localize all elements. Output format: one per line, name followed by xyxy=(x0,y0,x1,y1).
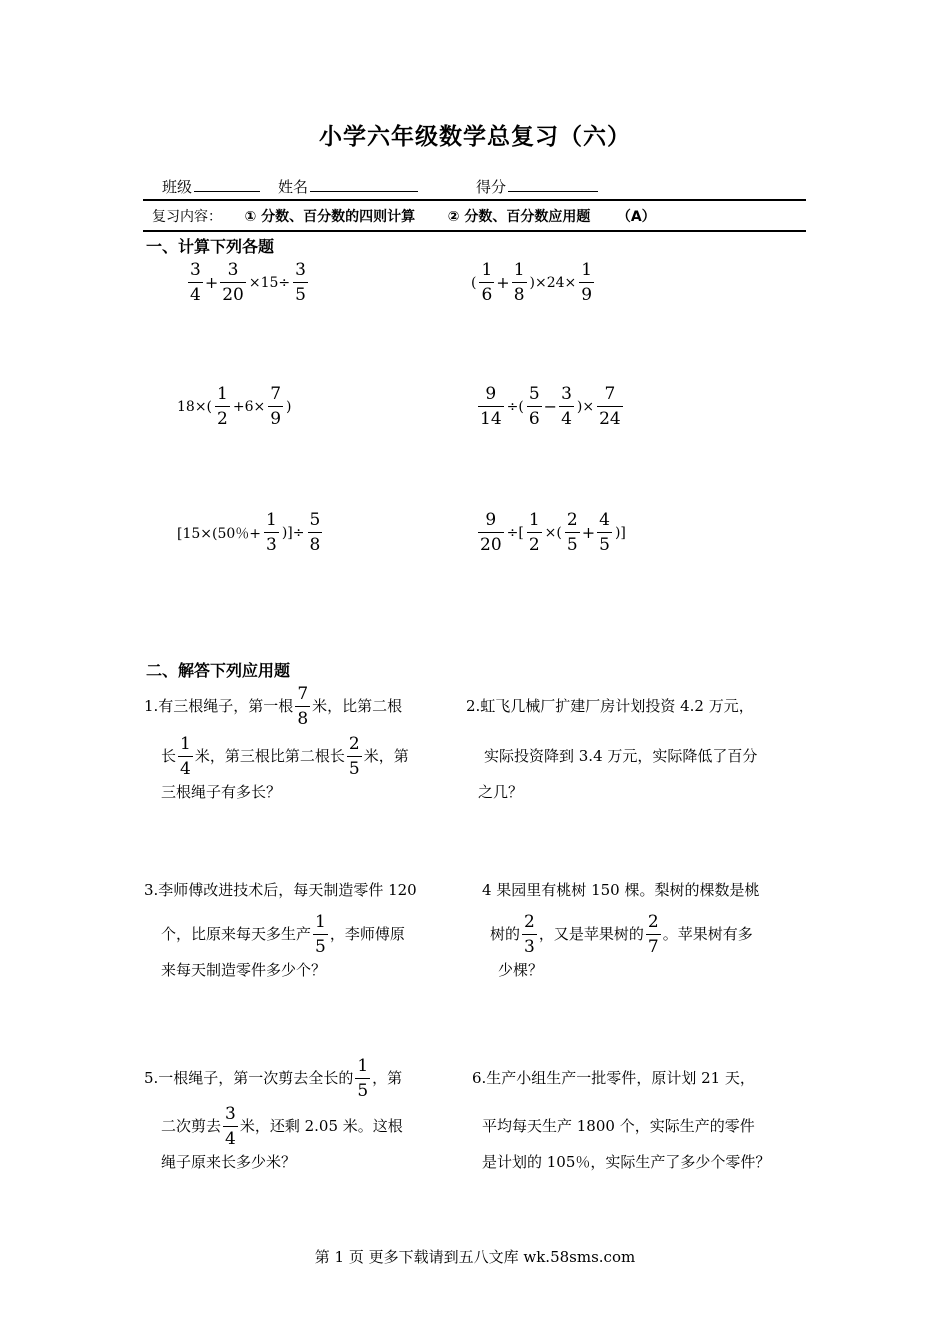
header-rule-bottom xyxy=(143,230,806,232)
review-tag: （A） xyxy=(616,209,656,225)
fraction: $\frac{1}{2}$ xyxy=(528,510,540,555)
review-content xyxy=(152,206,656,226)
operator: )× xyxy=(576,398,595,415)
class-label: 班级 xyxy=(162,178,193,196)
name-label: 姓名 xyxy=(278,178,309,196)
class-field xyxy=(162,176,260,197)
word-problem-1: 1.有三根绳子，第一根 $\frac{7}{8}$ 米，比第二根 长 $\frac{1}{4}$ 米，第三根比第二根长 $\frac{2}{5}$ 米，第 三根绳子有多长？ xyxy=(144,683,409,801)
fraction: $\frac{3}{4}$ xyxy=(190,260,201,305)
operator: ×15÷ xyxy=(248,274,291,291)
calc-problem-2 xyxy=(470,258,596,307)
operator: )] xyxy=(614,524,626,541)
fraction: $\frac{7}{9}$ xyxy=(270,384,282,429)
name-blank[interactable] xyxy=(310,177,418,192)
fraction: $\frac{5}{6}$ xyxy=(528,384,540,429)
word-problem-2: 2.虹飞几械厂扩建厂房计划投资 4.2 万元， 实际投资降到 3.4 万元，实际降低了百分 之几？ xyxy=(466,697,758,801)
calc-problem-3 xyxy=(176,382,293,431)
word-problem-6: 6.生产小组生产一批零件，原计划 21 天， 平均每天生产 1800 个，实际生产的零件 是计划的 105％，实际生产了多少个零件？ xyxy=(472,1069,771,1171)
operator: + xyxy=(204,273,219,292)
page-title: 小学六年级数学总复习（六） xyxy=(319,124,631,150)
operator: − xyxy=(543,397,558,416)
calc-problem-6 xyxy=(476,508,627,557)
fraction: $\frac{5}{8}$ xyxy=(309,510,321,555)
operator: ) xyxy=(286,398,292,415)
fraction: $\frac{3}{4}$ xyxy=(561,384,572,429)
review-item-2: ② 分数、百分数应用题 xyxy=(447,209,591,225)
word-problem-3: 3.李师傅改进技术后，每天制造零件 120 个，比原来每天多生产 $\frac{1}{5}$ ，李师傅原 来每天制造零件多少个？ xyxy=(144,881,417,979)
page-footer: 第 1 页 更多下载请到五八文库 wk.58sms.com xyxy=(314,1248,636,1266)
fraction: $\frac{3}{5}$ xyxy=(295,260,306,305)
fraction: $\frac{1}{3}$ xyxy=(266,510,277,555)
fraction: $\frac{1}{2}$ xyxy=(217,384,228,429)
review-item-1: ① 分数、百分数的四则计算 xyxy=(244,209,416,225)
score-blank[interactable] xyxy=(508,177,598,192)
word-problem-4: 4 果园里有桃树 150 棵。梨树的棵数是桃 树的 $\frac{2}{3}$ ，又是苹果树的 $\frac{2}{7}$ 。苹果树有多 少棵？ xyxy=(482,881,760,979)
section2-heading: 二、解答下列应用题 xyxy=(146,661,291,680)
name-field xyxy=(278,176,418,197)
review-label: 复习内容： xyxy=(152,209,222,225)
fraction: $\frac{9}{14}$ xyxy=(480,384,502,429)
fraction: $\frac{1}{9}$ xyxy=(581,260,593,305)
fraction: $\frac{9}{20}$ xyxy=(480,510,502,555)
word-problem-5: 5.一根绳子，第一次剪去全长的 $\frac{1}{5}$ ，第 二次剪去 $\frac{3}{4}$ 米，还剩 2.05 米。这根 绳子原来长多少米？ xyxy=(144,1055,403,1171)
operator: [15×(50％+ xyxy=(177,525,262,542)
class-blank[interactable] xyxy=(194,177,260,192)
operator: )]÷ xyxy=(281,524,305,541)
operator: ÷( xyxy=(506,398,524,415)
section1-heading: 一、计算下列各题 xyxy=(146,237,275,256)
fraction: $\frac{1}{6}$ xyxy=(481,260,493,305)
operator: + xyxy=(496,273,510,292)
calc-problem-4 xyxy=(476,382,625,431)
calc-problem-5 xyxy=(176,508,324,557)
header-rule-top xyxy=(143,199,806,201)
score-field xyxy=(476,176,598,197)
operator: 18×( xyxy=(177,398,213,415)
operator: ÷[ xyxy=(506,524,524,541)
score-label: 得分 xyxy=(476,178,507,196)
fraction: $\frac{1}{8}$ xyxy=(513,260,525,305)
fraction: $\frac{7}{24}$ xyxy=(599,384,621,429)
operator: + xyxy=(581,523,596,542)
operator: +6× xyxy=(232,398,266,415)
fraction: $\frac{2}{5}$ xyxy=(566,510,578,555)
operator: )×24× xyxy=(529,274,577,291)
calc-problem-1 xyxy=(186,258,310,307)
fraction: $\frac{4}{5}$ xyxy=(599,510,610,555)
operator: ×( xyxy=(544,524,562,541)
operator: ( xyxy=(471,274,477,291)
fraction: $\frac{3}{20}$ xyxy=(222,260,244,305)
